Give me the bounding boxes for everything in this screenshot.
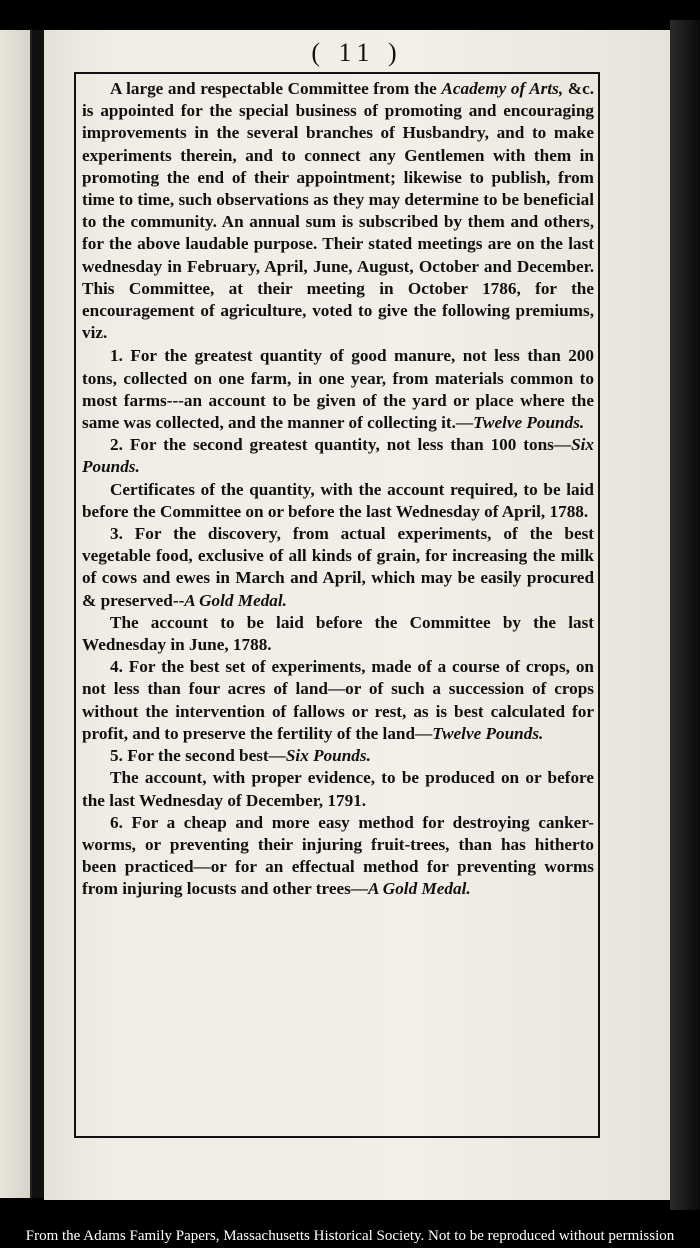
left-page-edge (0, 30, 32, 1198)
paragraph-text: 5. For the second best— (110, 746, 286, 766)
paragraph-italic: Twelve Pounds. (473, 413, 585, 433)
paragraph-text: 6. For a cheap and more easy method for destroying canker-worms, or preventing their injuring fruit-trees, than has hitherto been practiced—or for an effectual method for preventing worms from injuring locusts and other trees— (82, 812, 594, 899)
paragraph-italic: A Gold Medal. (184, 590, 287, 610)
paragraph-text: 4. For the best set of experiments, made of a course of crops, on not less than four acres of land—or of such a succession of crops without the intervention of fallows or rest, as is best calculated for profit, and to preserve the fertility of the land— (82, 657, 594, 743)
paragraph-text: The account to be laid before the Committee by the last Wednesday in June, 1788. (82, 612, 594, 655)
paragraph-premium-1 (82, 345, 594, 434)
page-number: ( 11 ) (311, 38, 403, 67)
paragraph-text: Certificates of the quantity, with the account required, to be laid before the Committee on or before the last Wednesday of April, 1788. (82, 479, 594, 521)
paragraph-account-june (82, 612, 594, 656)
paragraph-premium-3 (82, 523, 594, 612)
document-page (44, 30, 670, 1200)
archive-caption: From the Adams Family Papers, Massachusetts Historical Society. Not to be reproduced without permission (25, 1228, 675, 1244)
paragraph-italic: Academy of Arts, (441, 79, 564, 98)
book-gutter (32, 30, 44, 1198)
paragraph-italic: Six Pounds. (82, 435, 594, 477)
paragraph-text: 2. For the second greatest quantity, not less than 100 tons— (110, 435, 572, 455)
paragraph-italic: Twelve Pounds. (432, 723, 544, 743)
text-frame (74, 72, 600, 1138)
paragraph-italic: Six Pounds. (285, 746, 371, 766)
paragraph-premium-6 (82, 812, 594, 901)
paragraph-text-rest: &c. is appointed for the special business of promoting and encouraging improvements in the several branches of Husbandry, and to make experiments therein, and to connect any Gentlemen with them in promoting the end of their appointment; likewise to publish, from time to time, such observations as they may determine to be beneficial to the community. An annual sum is subscribed by them and others, for the above laudable purpose. Their stated meetings are on the last wednesday in February, April, June, August, October and December. This Committee, at their meeting in October 1786, for the encouragement of agriculture, voted to give the following premiums, viz. (82, 79, 594, 343)
paragraph-premium-5 (82, 745, 594, 767)
paragraph-certificates (82, 479, 594, 523)
right-page-edge (670, 20, 700, 1210)
paragraph-italic: A Gold Medal. (367, 879, 471, 899)
paragraph-text: A large and respectable Committee from the (110, 79, 442, 98)
paragraph-premium-4 (82, 656, 594, 745)
paragraph-account-december (82, 767, 594, 811)
paragraph-premium-2 (82, 434, 594, 478)
paragraph-text: 1. For the greatest quantity of good manure, not less than 200 tons, collected on one farm, in one year, from materials common to most farms---an account to be given of the yard or place where the same was collected, and the manner of collecting it.— (82, 346, 594, 433)
paragraph-text: The account, with proper evidence, to be produced on or before the last Wednesday of December, 1791. (82, 768, 594, 810)
paragraph-text: 3. For the discovery, from actual experiments, of the best vegetable food, exclusive of all kinds of grain, for increasing the milk of cows and ewes in March and April, which may be easily procured & preserved-- (82, 524, 594, 610)
paragraph-intro (82, 78, 594, 344)
